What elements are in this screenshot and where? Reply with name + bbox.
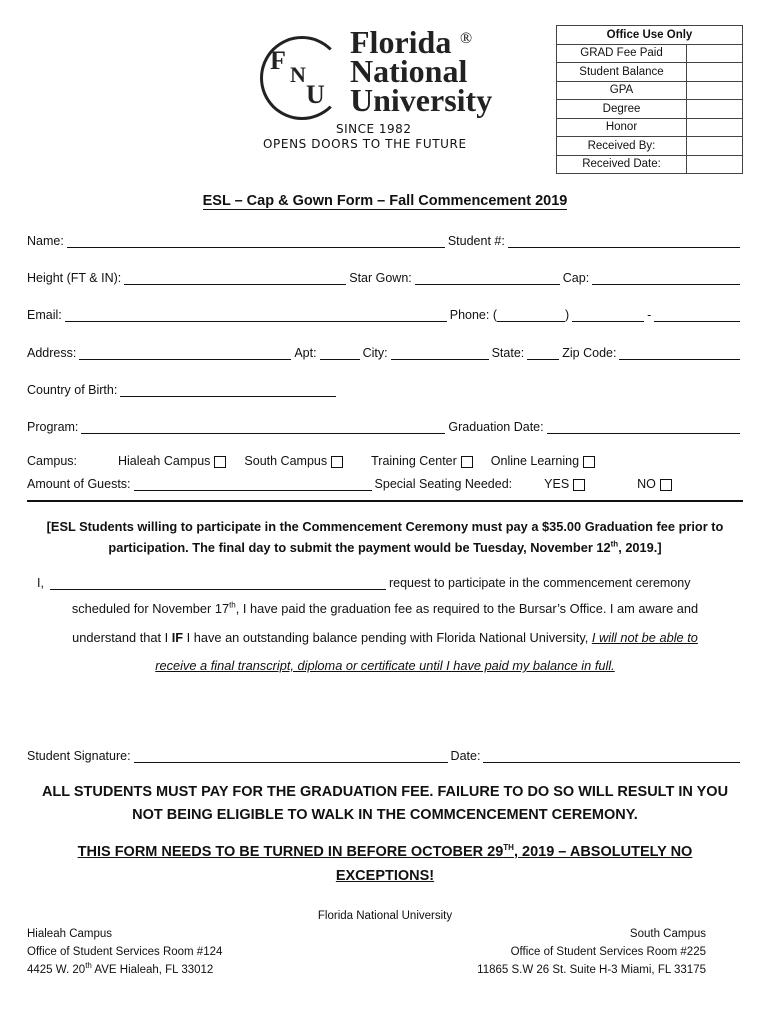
statement-i: I,: [37, 576, 44, 590]
row-signature: [27, 745, 743, 763]
row-campus: [27, 450, 743, 468]
fee-notice: [ESL Students willing to participate in the Commencement Ceremony must pay a $35.00 Graduation fee prior to participation. The final day to submit the payment would be Tuesday, November 12th, 2019.]: [46, 519, 724, 555]
online-learning-checkbox[interactable]: [583, 456, 595, 468]
star-gown-label: Star Gown:: [349, 271, 412, 285]
fee-warning: ALL STUDENTS MUST PAY FOR THE GRADUATION FEE. FAILURE TO DO SO WILL RESULT IN YOU NOT BEING ELIGIBLE TO WALK IN THE COMMCENCEMENT CEREMONY.: [41, 784, 729, 823]
statement-line-1: I, request to participate in the commencement ceremony: [37, 576, 691, 590]
form-title: ESL – Cap & Gown Form – Fall Commencement 2019: [202, 193, 568, 209]
training-center-label: Training Center: [371, 454, 457, 468]
program-label: Program:: [27, 420, 79, 434]
seating-no-label: NO: [637, 477, 656, 491]
office-row-label: Received Date:: [557, 155, 687, 174]
seating-no-checkbox[interactable]: [660, 479, 672, 491]
deadline-notice: THIS FORM NEEDS TO BE TURNED IN BEFORE OCTOBER 29TH, 2019 – ABSOLUTELY NO EXCEPTIONS!: [77, 843, 693, 884]
office-row-value[interactable]: [687, 118, 743, 137]
height-label: Height (FT & IN):: [27, 271, 122, 285]
student-number-label: Student #:: [447, 234, 505, 248]
office-row-value[interactable]: [687, 155, 743, 174]
graduation-date-label: Graduation Date:: [448, 420, 544, 434]
phone-prefix-field[interactable]: [572, 307, 644, 322]
logo-tagline: OPENS DOORS TO THE FUTURE: [263, 137, 467, 151]
zip-field[interactable]: [619, 345, 740, 360]
university-logo: [258, 24, 513, 153]
training-center-checkbox[interactable]: [461, 456, 473, 468]
hialeah-campus-label: Hialeah Campus: [118, 454, 211, 468]
campus-label: Campus:: [27, 454, 78, 468]
phone-label: Phone: (: [449, 308, 497, 322]
guests-field[interactable]: [134, 476, 372, 491]
program-field[interactable]: [81, 419, 445, 434]
address-label: Address:: [27, 346, 77, 360]
phone-area-field[interactable]: [497, 307, 565, 322]
guests-label: Amount of Guests:: [27, 477, 131, 491]
row-email: [27, 304, 743, 322]
office-row-label: Received By:: [557, 137, 687, 156]
signature-field[interactable]: [134, 748, 448, 763]
zip-label: Zip Code:: [562, 346, 617, 360]
row-country: [27, 379, 743, 397]
online-learning-label: Online Learning: [490, 454, 580, 468]
office-use-table: [556, 25, 743, 174]
phone-close-paren: ): [565, 308, 570, 322]
name-label: Name:: [27, 234, 64, 248]
name-field[interactable]: [67, 233, 445, 248]
row-name: [27, 230, 743, 248]
seating-yes-checkbox[interactable]: [573, 479, 585, 491]
phone-line-field[interactable]: [654, 307, 740, 322]
row-height: [27, 267, 743, 285]
cap-field[interactable]: [592, 270, 740, 285]
row-address: [27, 342, 743, 360]
state-field[interactable]: [527, 345, 559, 360]
statement-line-3: understand that I IF I have an outstanding balance pending with Florida National University, I will not be able to: [72, 630, 698, 645]
logo-monogram: F N U: [270, 46, 325, 109]
apt-label: Apt:: [294, 346, 317, 360]
office-row-value[interactable]: [687, 44, 743, 63]
office-row-value[interactable]: [687, 100, 743, 119]
office-row-value[interactable]: [687, 63, 743, 82]
seating-yes-label: YES: [544, 477, 570, 491]
city-field[interactable]: [391, 345, 489, 360]
signature-label: Student Signature:: [27, 749, 131, 763]
height-field[interactable]: [124, 270, 346, 285]
statement-name-field[interactable]: [50, 575, 386, 590]
office-row-value[interactable]: [687, 81, 743, 100]
south-campus-label: South Campus: [244, 454, 328, 468]
registered-mark: ®: [460, 30, 473, 47]
signature-date-label: Date:: [450, 749, 481, 763]
signature-date-field[interactable]: [483, 748, 740, 763]
office-use-header: Office Use Only: [557, 26, 743, 45]
cap-label: Cap:: [562, 271, 590, 285]
office-row-value[interactable]: [687, 137, 743, 156]
row-program: [27, 416, 743, 434]
email-label: Email:: [27, 308, 62, 322]
email-field[interactable]: [65, 307, 447, 322]
country-label: Country of Birth:: [27, 383, 118, 397]
student-number-field[interactable]: [508, 233, 740, 248]
office-row-label: GPA: [557, 81, 687, 100]
address-field[interactable]: [79, 345, 291, 360]
office-row-label: Honor: [557, 118, 687, 137]
state-label: State:: [491, 346, 525, 360]
hialeah-campus-checkbox[interactable]: [214, 456, 226, 468]
logo-name: Florida National University: [350, 24, 493, 118]
south-campus-checkbox[interactable]: [331, 456, 343, 468]
footer-south: South Campus Office of Student Services Room #225 11865 S.W 26 St. Suite H-3 Miami, FL 33175: [477, 928, 706, 976]
phone-dash: -: [647, 308, 652, 322]
section-divider: [27, 500, 743, 502]
star-gown-field[interactable]: [415, 270, 560, 285]
office-row-label: Student Balance: [557, 63, 687, 82]
footer-hialeah: Hialeah Campus Office of Student Services Room #124 4425 W. 20th AVE Hialeah, FL 33012: [27, 928, 223, 976]
office-row-label: GRAD Fee Paid: [557, 44, 687, 63]
footer-university: Florida National University: [317, 910, 453, 922]
city-label: City:: [362, 346, 388, 360]
apt-field[interactable]: [320, 345, 360, 360]
special-seating-label: Special Seating Needed:: [374, 477, 513, 491]
office-row-label: Degree: [557, 100, 687, 119]
statement-line-2: scheduled for November 17th, I have paid the graduation fee as required to the Bursar’s Office. I am aware and: [71, 600, 699, 616]
row-guests: [27, 473, 743, 491]
country-field[interactable]: [120, 382, 336, 397]
graduation-date-field[interactable]: [547, 419, 740, 434]
logo-since: SINCE 1982: [336, 122, 412, 136]
statement-line-4: receive a final transcript, diploma or certificate until I have paid my balance in full.: [155, 658, 615, 673]
